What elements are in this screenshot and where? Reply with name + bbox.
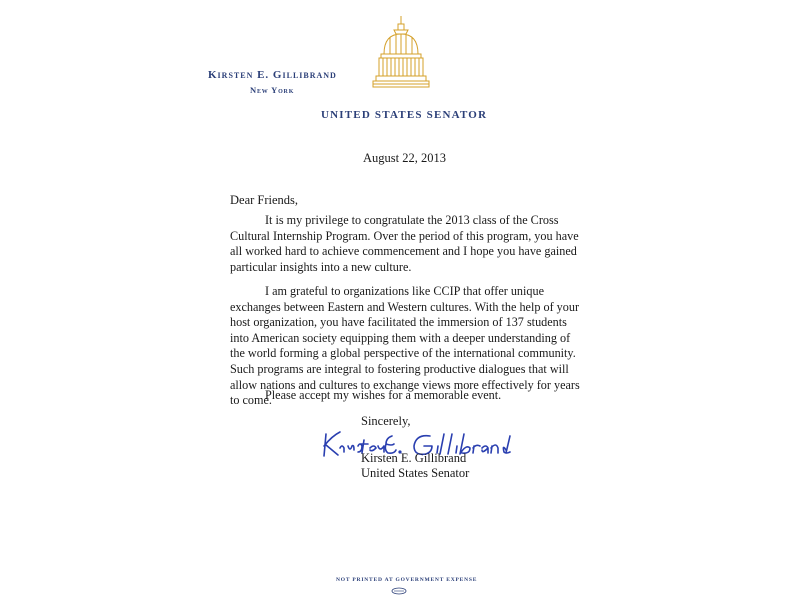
body-paragraph-1: It is my privilege to congratulate the 2013 class of the Cross Cultural Internship Program. Over the period of this program, you have all worked hard to achieve commencement and I hope you have gained particular insights into a new culture. xyxy=(230,213,579,274)
sender-state: New York xyxy=(250,85,295,95)
letter-date: August 22, 2013 xyxy=(363,151,446,165)
union-label-icon xyxy=(391,587,407,595)
signer-title: United States Senator xyxy=(361,466,470,480)
body-paragraph-3: Please accept my wishes for a memorable event. xyxy=(265,388,502,402)
salutation: Dear Friends, xyxy=(230,193,299,207)
footer-note: NOT PRINTED AT GOVERNMENT EXPENSE xyxy=(336,577,478,583)
closing: Sincerely, xyxy=(361,414,411,428)
body-paragraph-2: I am grateful to organizations like CCIP that offer unique exchanges between Eastern and Western cultures. With the help of your host organization, you have facilitated the immersion of 137 students into American society equipping them with a deeper understanding of the world forming a global perspective of the international community. Such programs are integral to fostering productive dialogues that will allow nations and cultures to exchange views more effectively for years to come. xyxy=(230,284,580,408)
sender-name: Kirsten E. Gillibrand xyxy=(208,69,337,81)
office-title: UNITED STATES SENATOR xyxy=(321,109,488,121)
capitol-dome-icon xyxy=(372,14,430,90)
signer-name: Kirsten E. Gillibrand xyxy=(361,451,467,465)
